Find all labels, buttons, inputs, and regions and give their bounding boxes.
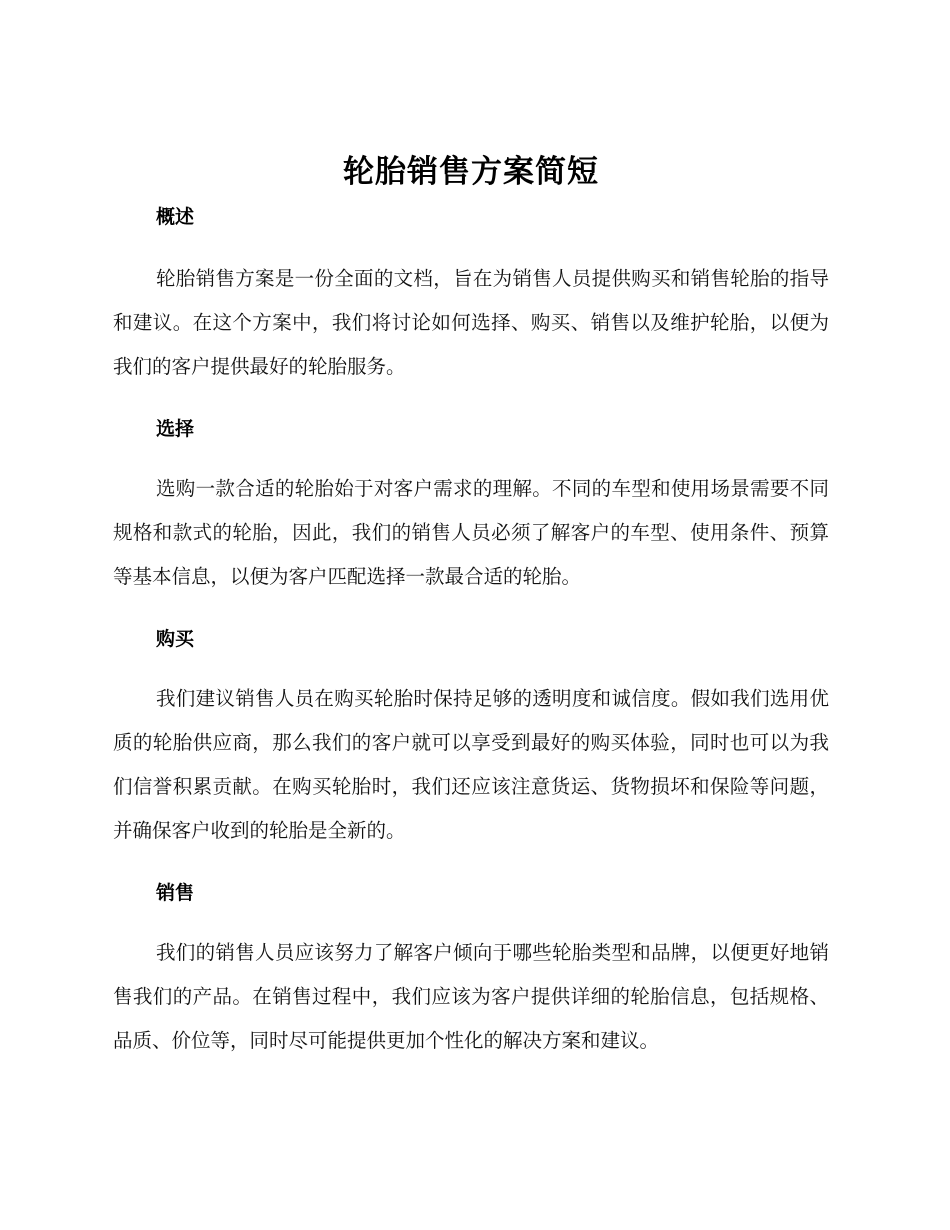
section-body-overview: 轮胎销售方案是一份全面的文档，旨在为销售人员提供购买和销售轮胎的指导和建议。在这个方案中，我们将讨论如何选择、购买、销售以及维护轮胎，以便为我们的客户提供最好的轮胎服务。 <box>113 267 829 378</box>
section-heading-sales: 销售 <box>156 882 195 904</box>
section-heading-selection: 选择 <box>156 418 195 440</box>
section-body-selection: 选购一款合适的轮胎始于对客户需求的理解。不同的车型和使用场景需要不同规格和款式的轮胎，因此，我们的销售人员必须了解客户的车型、使用条件、预算等基本信息，以便为客户匹配选择一款最合适的轮胎。 <box>113 477 829 588</box>
section-body-purchase: 我们建议销售人员在购买轮胎时保持足够的透明度和诚信度。假如我们选用优质的轮胎供应商，那么我们的客户就可以享受到最好的购买体验，同时也可以为我们信誉积累贡献。在购买轮胎时，我们还应该注意货运、货物损坏和保险等问题，并确保客户收到的轮胎是全新的。 <box>113 687 829 842</box>
section-heading-purchase: 购买 <box>156 628 195 650</box>
section-body-sales: 我们的销售人员应该努力了解客户倾向于哪些轮胎类型和品牌，以便更好地销售我们的产品。在销售过程中，我们应该为客户提供详细的轮胎信息，包括规格、品质、价位等，同时尽可能提供更加个性化的解决方案和建议。 <box>113 941 829 1052</box>
document-content <box>113 148 829 1063</box>
section-heading-overview: 概述 <box>156 206 195 228</box>
document-title: 轮胎销售方案简短 <box>343 154 599 190</box>
